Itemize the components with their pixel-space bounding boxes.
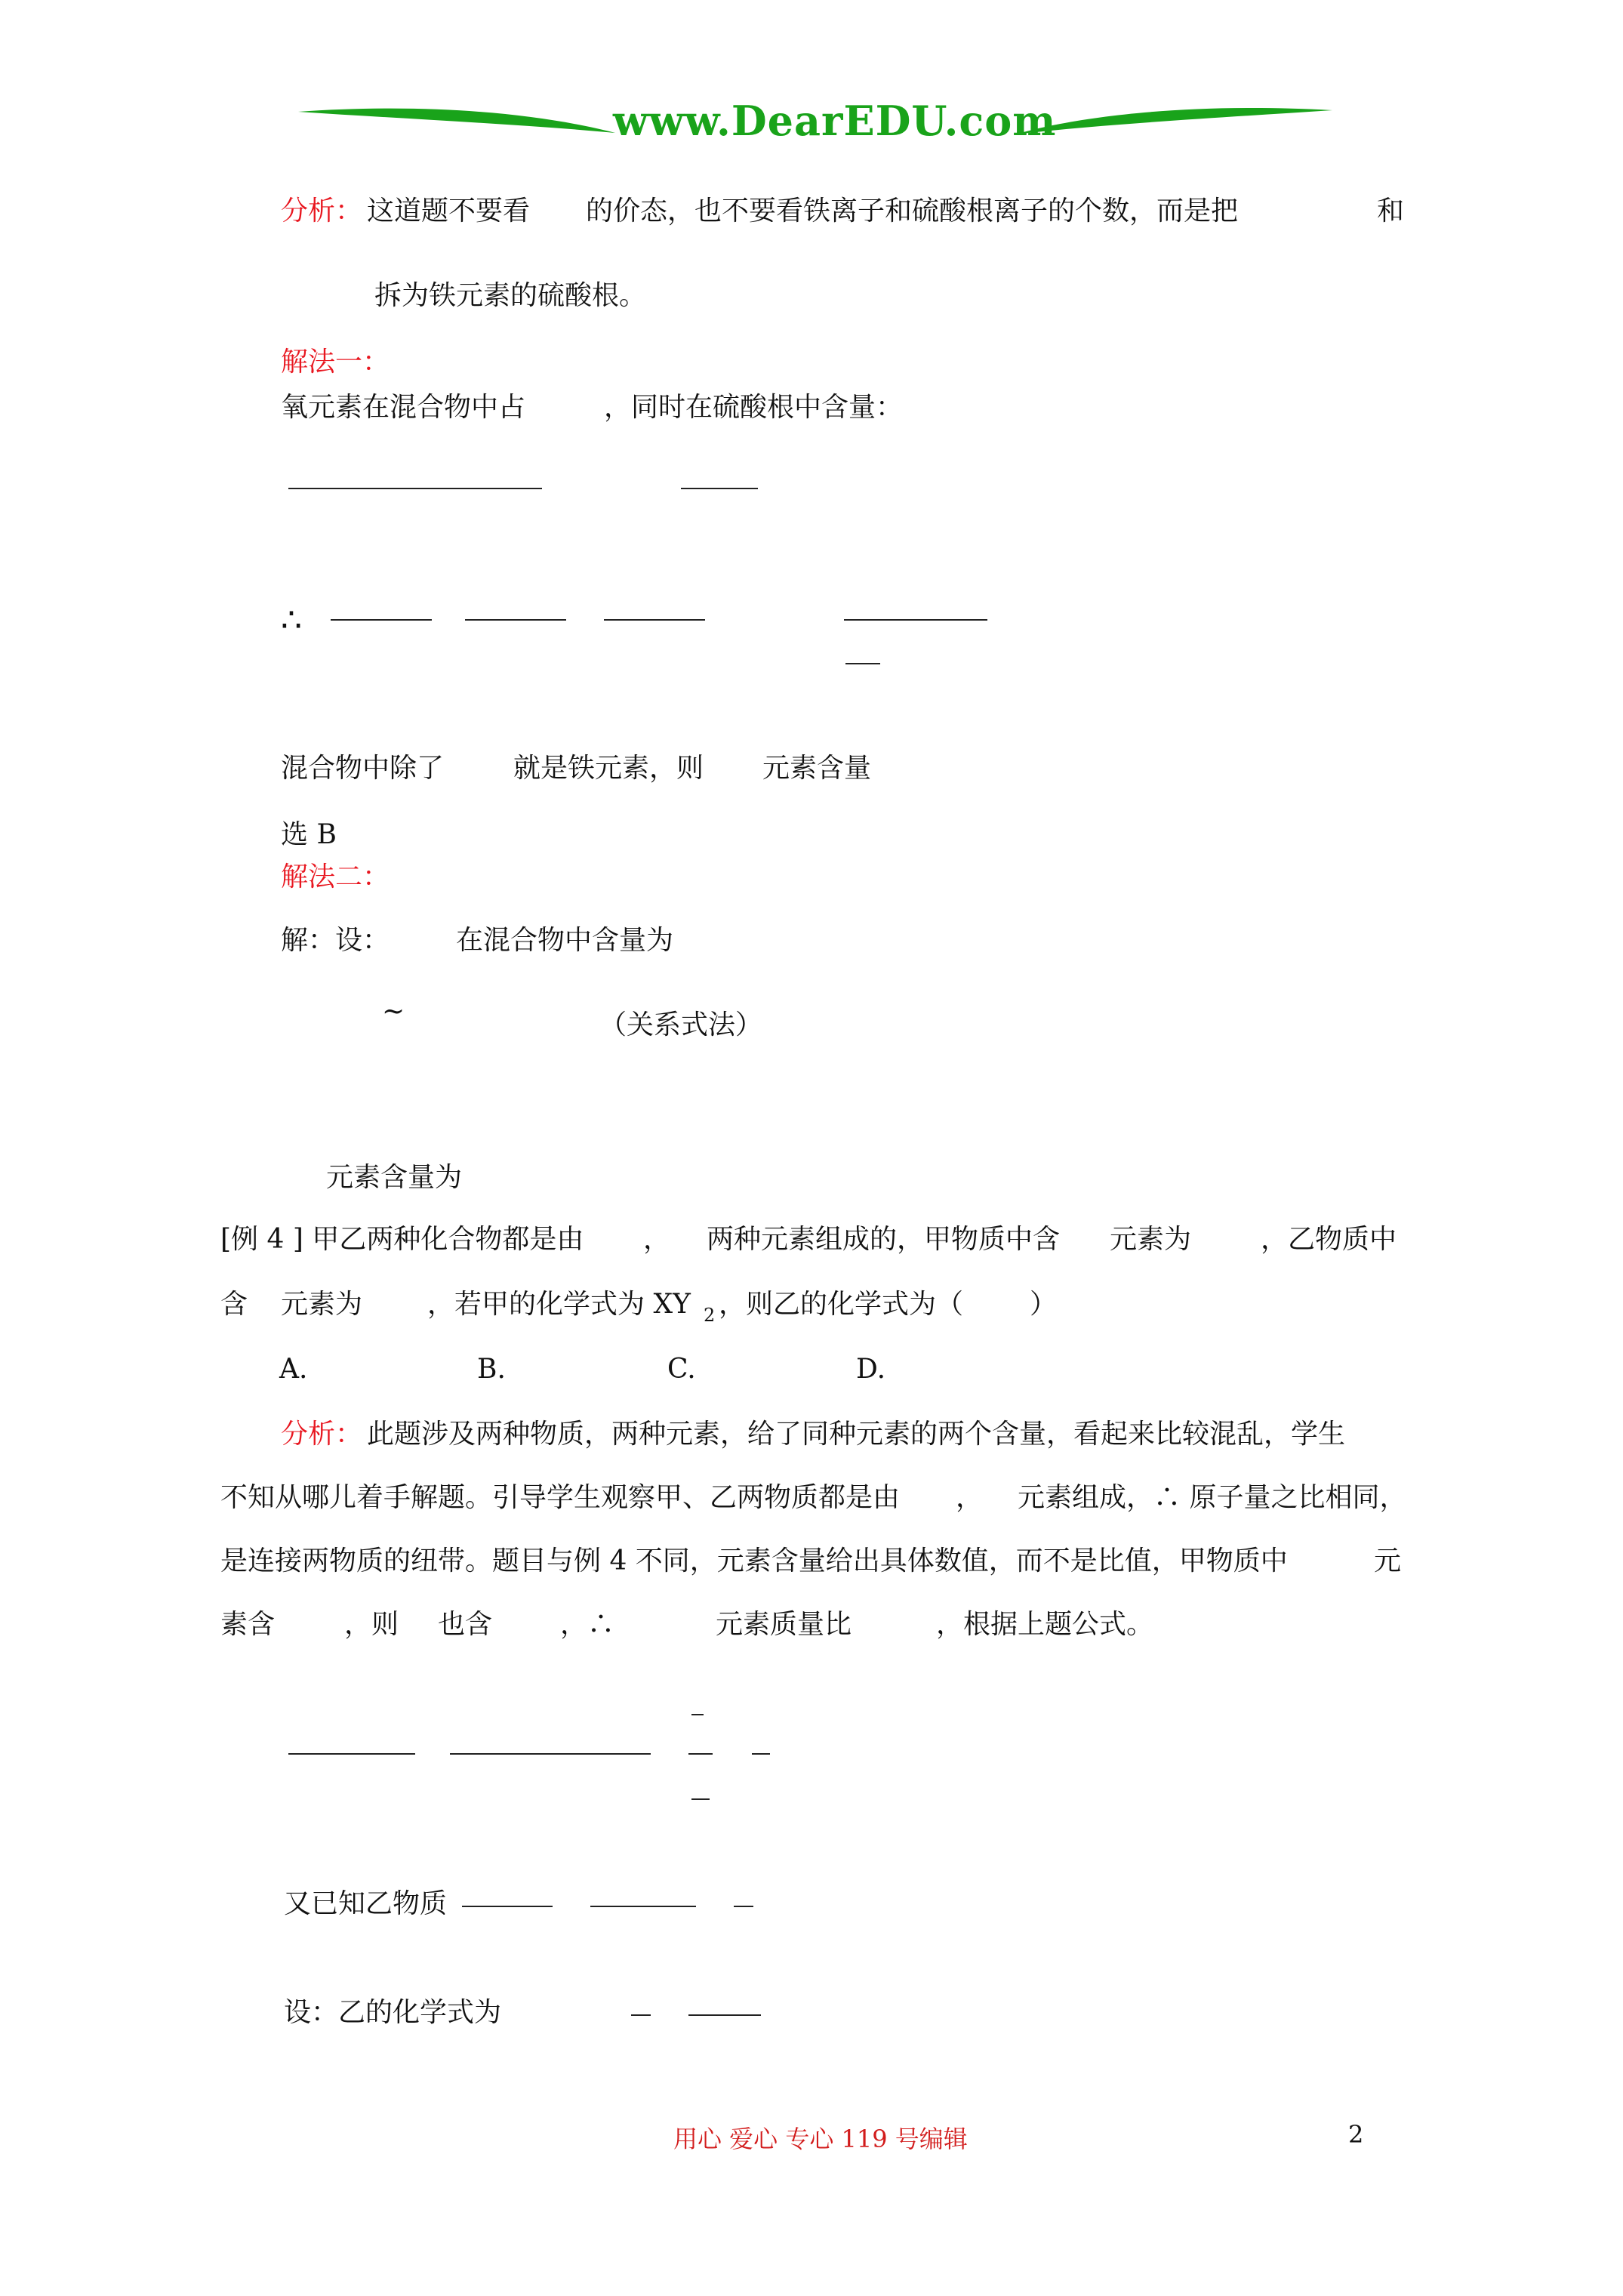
fraction-bar (845, 663, 880, 664)
method2-line1-a: 解：设： (281, 925, 390, 956)
analysis2-line1: 此题涉及两种物质，两种元素，给了同种元素的两个含量，看起来比较混乱，学生 (367, 1419, 1346, 1450)
analysis-text-a: 这道题不要看 (367, 196, 531, 227)
option-b: B. (477, 1354, 506, 1385)
method2-line1-b: 在混合物中含量为 (456, 925, 674, 956)
example4-line2-c: ，若甲的化学式为 XY (427, 1289, 691, 1320)
method1-line3-c: 元素含量 (762, 753, 872, 784)
example4-line1-e: ，乙物质中 (1261, 1224, 1397, 1255)
fraction-bar (734, 1906, 753, 1907)
method2-line3: 元素含量为 (326, 1162, 463, 1193)
fraction-bar (288, 488, 542, 489)
method1-choice: 选 B (281, 819, 337, 850)
fraction-bar (688, 1753, 713, 1755)
option-c: C. (667, 1354, 696, 1385)
analysis2-line2-a: 不知从哪儿着手解题。引导学生观察甲、乙两物质都是由 (220, 1482, 901, 1513)
subscript-2: 2 (704, 1305, 716, 1326)
analysis2-line4-f: ，根据上题公式。 (936, 1609, 1154, 1640)
analysis2-line2-b: ， (956, 1482, 984, 1513)
footer-note: 用心 爱心 专心 119 号编辑 (673, 2125, 968, 2153)
fraction-bar (288, 1753, 415, 1755)
tilde-symbol: ~ (382, 996, 405, 1027)
example4-line2-b: 元素为 (281, 1289, 363, 1320)
analysis2-line5: 又已知乙物质 (284, 1888, 448, 1919)
fraction-bar (688, 2014, 761, 2016)
fraction-bar (752, 1753, 770, 1755)
method1-line3-a: 混合物中除了 (281, 753, 445, 784)
fraction-bar (631, 2014, 651, 2016)
example4-line2-d: ，则乙的化学式为（ (719, 1289, 964, 1320)
example4-line1-b: ， (643, 1224, 671, 1255)
analysis2-line6: 设：乙的化学式为 (284, 1997, 502, 2028)
fraction-bar (681, 488, 758, 489)
method1-label: 解法一： (281, 347, 390, 378)
fraction-bar (450, 1753, 651, 1755)
fraction-bar (331, 619, 432, 621)
analysis2-line4-a: 素含 (220, 1609, 276, 1640)
fraction-bar (590, 1906, 696, 1907)
example4-line2-e: ） (1030, 1289, 1058, 1320)
page-number: 2 (1348, 2120, 1364, 2149)
relation-note: （关系式法） (599, 1009, 763, 1040)
analysis2-line2-c: 元素组成，∴ 原子量之比相同， (1018, 1482, 1407, 1513)
analysis-line2: 拆为铁元素的硫酸根。 (374, 280, 647, 311)
fraction-bar (604, 619, 705, 621)
site-logo-text: www.DearEDU.com (613, 97, 1057, 145)
analysis-text-b: 的价态，也不要看铁离子和硫酸根离子的个数，而是把 (586, 196, 1239, 227)
option-a: A. (279, 1354, 308, 1385)
fraction-bar (462, 1906, 553, 1907)
analysis2-label: 分析： (281, 1419, 363, 1450)
analysis2-line4-d: ，∴ (560, 1609, 615, 1640)
therefore-symbol: ∴ (281, 601, 302, 639)
fraction-bar (691, 1798, 710, 1800)
analysis2-line4-e: 元素质量比 (716, 1609, 852, 1640)
example4-line1-c: 两种元素组成的，甲物质中含 (707, 1224, 1061, 1255)
method1-line1-a: 氧元素在混合物中占 (281, 392, 526, 423)
fraction-bar (465, 619, 566, 621)
analysis-text-c: 和 (1377, 196, 1405, 227)
method2-label: 解法二： (281, 861, 390, 892)
method1-line1-b: ，同时在硫酸根中含量： (604, 392, 904, 423)
analysis2-line3-b: 元 (1374, 1546, 1402, 1576)
fraction-bar (691, 1714, 704, 1715)
example4-line1-d: 元素为 (1110, 1224, 1192, 1255)
analysis2-line4-b: ，则 (344, 1609, 399, 1640)
analysis2-line4-c: 也含 (438, 1609, 493, 1640)
example4-line1-a: [例 4 ] 甲乙两种化合物都是由 (220, 1224, 584, 1255)
analysis2-line3-a: 是连接两物质的纽带。题目与例 4 不同，元素含量给出具体数值，而不是比值，甲物质中 (220, 1546, 1288, 1576)
method1-line3-b: 就是铁元素，则 (513, 753, 704, 784)
fraction-bar (844, 619, 987, 621)
option-d: D. (856, 1354, 886, 1385)
analysis-label: 分析： (281, 196, 363, 227)
example4-line2-a: 含 (220, 1289, 248, 1320)
